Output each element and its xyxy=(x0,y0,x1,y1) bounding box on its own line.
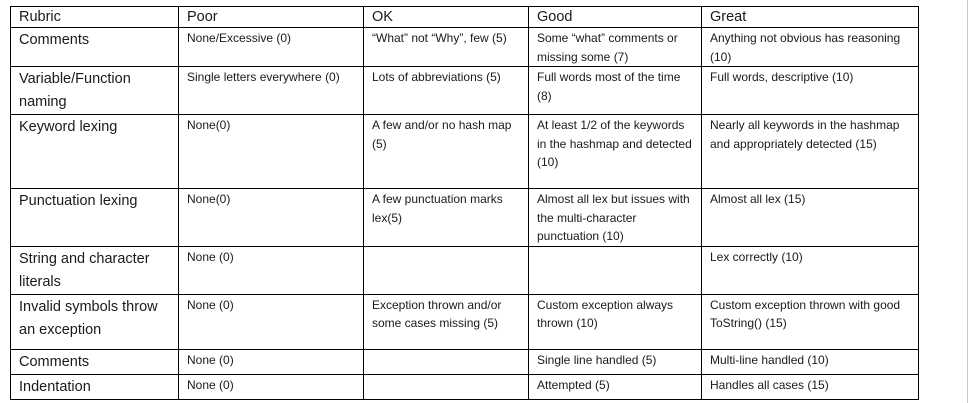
table-row xyxy=(11,28,919,67)
poor-cell: None (0) xyxy=(179,294,364,349)
poor-cell: None (0) xyxy=(179,374,364,399)
ok-cell: Lots of abbreviations (5) xyxy=(364,67,529,115)
criterion-cell: Indentation xyxy=(11,374,179,399)
good-cell: Single line handled (5) xyxy=(529,349,702,374)
great-cell: Custom exception thrown with good ToString() (15) xyxy=(702,294,919,349)
ok-cell xyxy=(364,246,529,294)
poor-cell: None(0) xyxy=(179,115,364,189)
poor-cell: None/Excessive (0) xyxy=(179,28,364,67)
good-cell: Full words most of the time (8) xyxy=(529,67,702,115)
criterion-cell: String and character literals xyxy=(11,246,179,294)
table-row xyxy=(11,115,919,189)
poor-cell: None(0) xyxy=(179,189,364,247)
good-cell: Custom exception always thrown (10) xyxy=(529,294,702,349)
ok-cell xyxy=(364,349,529,374)
good-cell: Some “what” comments or missing some (7) xyxy=(529,28,702,67)
great-cell: Full words, descriptive (10) xyxy=(702,67,919,115)
ok-cell: A few and/or no hash map (5) xyxy=(364,115,529,189)
table-row xyxy=(11,246,919,294)
table-row xyxy=(11,294,919,349)
criterion-cell: Keyword lexing xyxy=(11,115,179,189)
header-poor: Poor xyxy=(179,7,364,28)
criterion-cell: Invalid symbols throw an exception xyxy=(11,294,179,349)
ok-cell: A few punctuation marks lex(5) xyxy=(364,189,529,247)
poor-cell: None (0) xyxy=(179,349,364,374)
page-edge-divider xyxy=(967,0,968,403)
header-row xyxy=(11,7,919,28)
good-cell: Almost all lex but issues with the multi-character punctuation (10) xyxy=(529,189,702,247)
ok-cell: Exception thrown and/or some cases missing (5) xyxy=(364,294,529,349)
header-ok: OK xyxy=(364,7,529,28)
good-cell: Attempted (5) xyxy=(529,374,702,399)
great-cell: Multi-line handled (10) xyxy=(702,349,919,374)
great-cell: Nearly all keywords in the hashmap and appropriately detected (15) xyxy=(702,115,919,189)
header-good: Good xyxy=(529,7,702,28)
table-row xyxy=(11,349,919,374)
criterion-cell: Variable/Function naming xyxy=(11,67,179,115)
criterion-cell: Comments xyxy=(11,28,179,67)
ok-cell: “What” not “Why”, few (5) xyxy=(364,28,529,67)
poor-cell: Single letters everywhere (0) xyxy=(179,67,364,115)
rubric-table xyxy=(10,6,919,400)
table-row xyxy=(11,374,919,399)
header-great: Great xyxy=(702,7,919,28)
poor-cell: None (0) xyxy=(179,246,364,294)
ok-cell xyxy=(364,374,529,399)
good-cell xyxy=(529,246,702,294)
header-rubric: Rubric xyxy=(11,7,179,28)
great-cell: Almost all lex (15) xyxy=(702,189,919,247)
great-cell: Lex correctly (10) xyxy=(702,246,919,294)
great-cell: Anything not obvious has reasoning (10) xyxy=(702,28,919,67)
good-cell: At least 1/2 of the keywords in the hashmap and detected (10) xyxy=(529,115,702,189)
criterion-cell: Comments xyxy=(11,349,179,374)
criterion-cell: Punctuation lexing xyxy=(11,189,179,247)
great-cell: Handles all cases (15) xyxy=(702,374,919,399)
table-row xyxy=(11,67,919,115)
table-row xyxy=(11,189,919,247)
